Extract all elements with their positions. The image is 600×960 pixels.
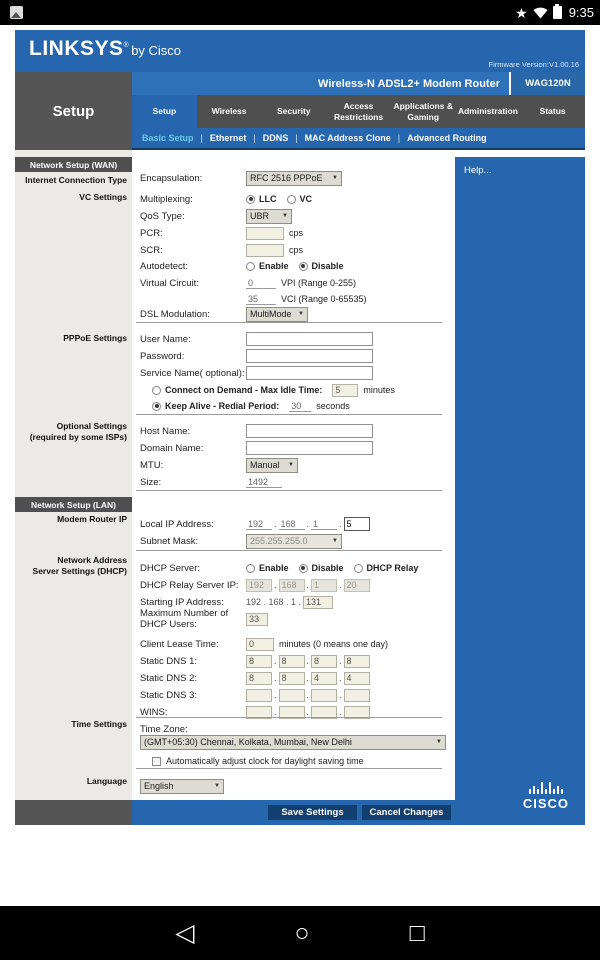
subtab-bar: [132, 128, 585, 150]
battery-icon: [553, 6, 562, 19]
encapsulation-select[interactable]: RFC 2516 PPPoE ▼: [246, 171, 342, 186]
model-number-badge: WAG120N: [509, 72, 585, 95]
tab-applications-gaming[interactable]: Applications & Gaming: [393, 101, 453, 122]
connect-on-demand-radio[interactable]: [152, 386, 161, 395]
section-sidebar: [15, 150, 132, 800]
row-vpi: Virtual Circuit: 0 VPI (Range 0-255): [140, 275, 356, 291]
android-nav-bar: [0, 906, 600, 960]
max-idle-time-input[interactable]: [332, 384, 358, 397]
firmware-version: Firmware Version:V1.00.16: [488, 60, 579, 69]
cancel-changes-button[interactable]: Cancel Changes: [362, 805, 451, 820]
tab-status[interactable]: Status: [539, 106, 566, 117]
dhcp-enable-radio[interactable]: [246, 564, 255, 573]
row-subnet-mask: Subnet Mask: 255.255.255.0 ▼: [140, 533, 342, 549]
brand-name: LINKSYS: [29, 37, 124, 60]
tab-access-restrictions[interactable]: Access Restrictions: [333, 101, 384, 122]
row-starting-ip: Starting IP Address: 192 . 168 . 1 . 131: [140, 594, 333, 610]
mtu-select[interactable]: Manual ▼: [246, 458, 298, 473]
brand-byline: by Cisco: [131, 43, 182, 58]
max-dhcp-users-input[interactable]: [246, 613, 268, 626]
time-zone-select[interactable]: (GMT+05:30) Chennai, Kolkata, Mumbai, New Delhi ▼: [140, 735, 446, 750]
linksys-logo: [29, 37, 181, 61]
row-dst: Automatically adjust clock for daylight saving time: [140, 753, 364, 769]
sidebar-label-modem-router-ip: Modem Router IP: [57, 514, 127, 524]
save-settings-button[interactable]: Save Settings: [268, 805, 357, 820]
relay-ip-octet-1[interactable]: [246, 579, 272, 592]
section-divider: [136, 717, 442, 718]
row-language: [140, 778, 224, 794]
qos-type-select[interactable]: UBR ▼: [246, 209, 292, 224]
row-encapsulation: Encapsulation: RFC 2516 PPPoE ▼: [140, 170, 342, 186]
row-max-dhcp-users: Maximum Number of DHCP Users: 33: [140, 607, 268, 631]
sidebar-label-pppoe-settings: PPPoE Settings: [63, 333, 127, 343]
row-autodetect: Autodetect: Enable Disable: [140, 260, 344, 272]
sidebar-header-lan: Network Setup (LAN): [15, 497, 132, 512]
cisco-wordmark: CISCO: [522, 796, 569, 811]
row-mtu-size: Size: 1492: [140, 474, 282, 490]
row-mtu: MTU: Manual ▼: [140, 457, 298, 473]
row-dhcp-relay-ip: DHCP Relay Server IP: 192 . 168 . 1 . 20: [140, 577, 370, 593]
tab-bar: [132, 95, 585, 128]
host-name-input[interactable]: [246, 424, 373, 438]
home-icon[interactable]: ○: [294, 918, 310, 947]
dropdown-arrow-icon: ▼: [332, 538, 338, 544]
dns3-octet-2[interactable]: [279, 689, 305, 702]
local-ip-octet-2[interactable]: [279, 518, 305, 530]
dst-checkbox[interactable]: [152, 757, 161, 766]
mtu-size-input[interactable]: [246, 476, 282, 488]
keep-alive-radio[interactable]: [152, 402, 161, 411]
settings-form: [132, 150, 455, 800]
page-title: Setup: [15, 72, 132, 150]
multiplexing-llc-radio[interactable]: [246, 195, 255, 204]
row-service-name: Service Name( optional):: [140, 365, 373, 381]
row-dhcp-server: DHCP Server: Enable Disable DHCP Relay: [140, 562, 419, 574]
screenshot-notification-icon: [10, 6, 23, 19]
dns3-octet-1[interactable]: [246, 689, 272, 702]
password-input[interactable]: [246, 349, 373, 363]
row-username: User Name:: [140, 331, 373, 347]
row-local-ip: Local IP Address: 192 . 168 . 1 . 5: [140, 516, 370, 532]
row-time-zone-label: Time Zone:: [140, 723, 188, 735]
dropdown-arrow-icon: ▼: [298, 311, 304, 317]
row-wins: WINS: . . .: [140, 704, 370, 720]
dropdown-arrow-icon: ▼: [332, 175, 338, 181]
subtab-ddns[interactable]: | DDNS: [246, 133, 288, 143]
cisco-logo: [523, 782, 569, 811]
row-host-name: Host Name:: [140, 423, 373, 439]
help-link[interactable]: Help...: [464, 165, 492, 176]
relay-ip-octet-2[interactable]: [279, 579, 305, 592]
router-admin-page: [15, 30, 585, 825]
sidebar-label-dhcp-settings: Network Address Server Settings (DHCP): [32, 555, 127, 577]
row-scr: SCR: cps: [140, 244, 304, 256]
row-static-dns-3: Static DNS 3: . . .: [140, 687, 370, 703]
dns2-octet-2[interactable]: [279, 672, 305, 685]
dns3-octet-3[interactable]: [311, 689, 337, 702]
row-vci: 35 VCI (Range 0-65535): [140, 291, 367, 307]
section-divider: [136, 768, 442, 769]
tab-wireless[interactable]: Wireless: [211, 106, 247, 117]
subtab-ethernet[interactable]: | Ethernet: [194, 133, 247, 143]
sidebar-label-internet-connection-type: Internet Connection Type: [25, 175, 127, 185]
dropdown-arrow-icon: ▼: [282, 213, 288, 219]
row-pcr: PCR: cps: [140, 227, 304, 239]
dns1-octet-1[interactable]: [246, 655, 272, 668]
dhcp-disable-radio[interactable]: [299, 564, 308, 573]
row-dsl-modulation: DSL Modulation: MultiMode ▼: [140, 306, 308, 322]
sidebar-header-wan: Network Setup (WAN): [15, 157, 132, 172]
row-password: Password:: [140, 348, 373, 364]
redial-period-input[interactable]: [289, 400, 311, 412]
dhcp-relay-radio[interactable]: [354, 564, 363, 573]
row-connect-on-demand: Connect on Demand - Max Idle Time: 5 minutes: [140, 382, 395, 398]
section-divider: [136, 490, 442, 491]
multiplexing-vc-radio[interactable]: [287, 195, 296, 204]
sidebar-label-language: Language: [86, 776, 127, 786]
subtab-advanced-routing[interactable]: | Advanced Routing: [391, 133, 487, 143]
android-status-bar: [0, 0, 600, 25]
username-input[interactable]: [246, 332, 373, 346]
row-domain-name: Domain Name:: [140, 440, 373, 456]
star-icon: ★: [515, 4, 528, 21]
back-icon[interactable]: ◁: [175, 918, 195, 947]
section-divider: [136, 414, 442, 415]
row-keep-alive: Keep Alive - Redial Period: 30 seconds: [140, 398, 350, 414]
subtab-basic-setup[interactable]: Basic Setup: [142, 133, 194, 143]
tab-security[interactable]: Security: [277, 106, 311, 117]
row-static-dns-1: Static DNS 1: 8 . 8 . 8 . 8: [140, 653, 370, 669]
dns3-octet-4[interactable]: [344, 689, 370, 702]
service-name-input[interactable]: [246, 366, 373, 380]
dropdown-arrow-icon: ▼: [288, 462, 294, 468]
dns2-octet-3[interactable]: [311, 672, 337, 685]
dropdown-arrow-icon: ▼: [436, 739, 442, 745]
dns1-octet-4[interactable]: [344, 655, 370, 668]
subtab-mac-address-clone[interactable]: | MAC Address Clone: [288, 133, 391, 143]
subnet-mask-select[interactable]: 255.255.255.0 ▼: [246, 534, 342, 549]
product-name: Wireless-N ADSL2+ Modem Router: [132, 72, 509, 95]
row-time-zone-select: [140, 734, 446, 750]
section-divider: [136, 550, 442, 551]
pcr-input[interactable]: [246, 227, 284, 240]
vci-input[interactable]: [246, 293, 276, 305]
row-multiplexing: Multiplexing: LLC VC: [140, 193, 313, 205]
dns2-octet-4[interactable]: [344, 672, 370, 685]
section-divider: [136, 322, 442, 323]
cisco-logo-bars-icon: [523, 782, 569, 794]
starting-ip-prefix: 192 . 168 . 1 .: [246, 597, 302, 607]
sidebar-label-time-settings: Time Settings: [71, 719, 127, 729]
status-time: 9:35: [568, 5, 594, 20]
relay-ip-octet-3[interactable]: [311, 579, 337, 592]
local-ip-octet-3[interactable]: [311, 518, 337, 530]
row-qos-type: QoS Type: UBR ▼: [140, 208, 292, 224]
sidebar-label-optional-settings: Optional Settings (required by some ISPs): [29, 421, 127, 443]
tab-setup[interactable]: Setup: [132, 95, 197, 128]
local-ip-octet-1[interactable]: [246, 518, 272, 530]
wifi-icon: [533, 6, 548, 19]
help-panel: [455, 157, 585, 825]
dropdown-arrow-icon: ▼: [214, 783, 220, 789]
vpi-input[interactable]: [246, 277, 276, 289]
scr-input[interactable]: [246, 244, 284, 257]
relay-ip-octet-4[interactable]: [344, 579, 370, 592]
tab-administration[interactable]: Administration: [457, 106, 518, 117]
sidebar-label-vc-settings: VC Settings: [79, 192, 127, 202]
row-client-lease-time: Client Lease Time: 0 minutes (0 means one day): [140, 636, 388, 652]
model-bar: [132, 72, 585, 95]
dns1-octet-2[interactable]: [279, 655, 305, 668]
autodetect-disable-radio[interactable]: [299, 262, 308, 271]
language-select[interactable]: English ▼: [140, 779, 224, 794]
brand-header: [15, 30, 585, 72]
registered-mark: ®: [123, 42, 130, 49]
dns1-octet-3[interactable]: [311, 655, 337, 668]
domain-name-input[interactable]: [246, 441, 373, 455]
starting-ip-input[interactable]: [303, 596, 333, 609]
dns2-octet-1[interactable]: [246, 672, 272, 685]
local-ip-octet-4[interactable]: [344, 517, 370, 531]
client-lease-time-input[interactable]: [246, 638, 274, 651]
recents-icon[interactable]: □: [409, 918, 425, 947]
autodetect-enable-radio[interactable]: [246, 262, 255, 271]
footer-left-spacer: [15, 800, 132, 825]
row-static-dns-2: Static DNS 2: 8 . 8 . 4 . 4: [140, 670, 370, 686]
dsl-modulation-select[interactable]: MultiMode ▼: [246, 307, 308, 322]
